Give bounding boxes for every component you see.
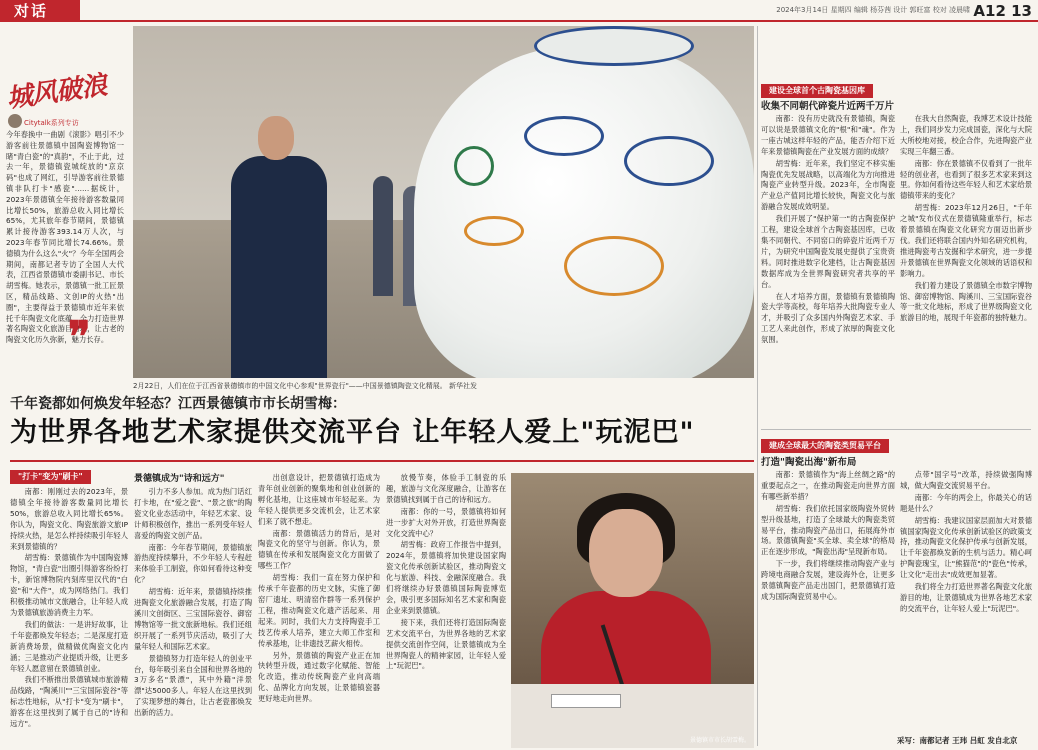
page-number: A12 13 bbox=[973, 2, 1032, 20]
headline-rule bbox=[10, 460, 754, 462]
paragraph: 出创意设计，把景德镇打造成为青年创业创新的聚集地和创业创新的孵化基地，让这座城市年轻起来。为年轻人提供更多交流机会，让艺术家们来了就不想走。 bbox=[258, 473, 380, 526]
paragraph: 引力不多人参加。成为热门话红打卡地，在"爱之瓷"、"景之旅"的陶瓷文化业态活动中，年轻艺术家、设计师积极创作，推出一系列受年轻人喜爱的陶瓷文创产品。 bbox=[134, 487, 252, 540]
main-photo-caption: 2月22日，人们在位于江西省景德镇市的中国文化中心参观"世界瓷行"——中国景德镇陶瓷文化精展。 新华社发 bbox=[133, 382, 478, 390]
section-head-shards: 收集不同朝代碎瓷片近两千万片 bbox=[761, 101, 895, 112]
paragraph: 南都：今年春节期间，景德镇旅游热度持续攀升，不少年轻人专程赶来体验手工制瓷，你如何看待这种变化？ bbox=[134, 542, 252, 585]
right-column-text-4 bbox=[900, 470, 1032, 732]
paragraph: 南都：你的一号，景德镇将如何进一步扩大对外开放，打造世界陶瓷文化交流中心？ bbox=[386, 506, 506, 538]
article-kicker: 千年瓷都如何焕发年轻态？江西景德镇市市长胡雪梅： bbox=[10, 396, 346, 412]
paragraph: 胡雪梅：近年来，景德镇持续推进陶瓷文化旅游融合发展，打造了陶溪川文创街区、三宝国际瓷谷、御窑博物馆等一批文旅新地标。我们还组织开展了一系列节庆活动，吸引了大量年轻人和国际艺术家。 bbox=[134, 587, 252, 651]
paragraph: 下一步，我们将继续推动陶瓷产业与跨境电商融合发展，建设海外仓，让更多景德镇陶瓷产品走出国门，把景德镇打造成为国际陶瓷贸易中心。 bbox=[761, 559, 895, 601]
paragraph: 胡雪梅：近年来，我们坚定不移实施陶瓷优先发展战略，以高端化为方向推进陶瓷产业转型升级。2023年，全市陶瓷产业总产值同比增长较快，陶瓷文化与旅游融合发展成效明显。 bbox=[761, 158, 895, 212]
paragraph: 南都：今年的两会上，你最关心的话题是什么？ bbox=[900, 492, 1032, 513]
section-head-ceramics-export: 打造"陶瓷出海"新布局 bbox=[761, 457, 857, 468]
column-avatar bbox=[8, 114, 22, 128]
paragraph: 南都：景德镇作为"海上丝绸之路"的重要起点之一，在推动陶瓷走向世界方面有哪些新举措？ bbox=[761, 470, 895, 501]
paragraph: 在我大自然陶瓷，我博艺术设计技能上，我们同步发力完成国瓷，深化与大院大所校地对接，校企合作，先进陶瓷产业实现三年翻三番。 bbox=[900, 114, 1032, 156]
intro-text: 今年春换中一曲剧《滚影》唱引不少游客前往景德镇中国陶瓷博物馆一睹"青白瓷"的"真韵"，不止于此，过去一年，景德镇瓷城绽放的"京京码"也成了网红，引导游客前往景德镇非队打卡"感瓷"……据统计，2023年景德镇全年接待游客数量同比增长50%，旅游总收入同比增长65%，尤其旅年春节期间，景德镇累计接待游客393.14万人次，与2023年春节同比增长74.66%。景德镇为什么这么"火"？今年全国两会期间，南都记者专访了全国人大代表，江西省景德镇市委副书记、市长胡雪梅。她表示，景德镇一批工匠景区，精品线路、文创IP的火热"出圈"，主要得益于景德镇市近年来依托千年陶瓷文化底蕴，全力打造世界著名陶瓷文化旅游目的地，让古老的陶瓷文化历久弥新，魅力长存。 bbox=[6, 130, 124, 345]
paragraph: 在人才培养方面，景德镇有景德镇陶瓷大学等高校，每年培养大批陶瓷专业人才，并吸引了众多国内外陶瓷艺术家、手工艺人来此创作，形成了浓厚的陶瓷文化氛围。 bbox=[761, 291, 895, 345]
paragraph: 另外，景德镇的陶瓷产业正在加快转型升级，通过数字化赋能、智能化改造，推动传统陶瓷产业向高端化、品牌化方向发展，让景德镇瓷器更好地走向世界。 bbox=[258, 650, 380, 704]
column-logo-text: 城风破浪 bbox=[4, 70, 109, 115]
section-head-poetry: 景德镇成为"诗和远方" bbox=[134, 474, 225, 484]
paragraph: 点带"国字号"改革，持续做强陶博城，做大陶瓷交流贸易平台。 bbox=[900, 470, 1032, 490]
column-divider bbox=[757, 26, 758, 746]
section-box-gene-bank: 建设全球首个古陶瓷基因库 bbox=[761, 84, 873, 98]
main-photo bbox=[133, 26, 754, 378]
article-column-1 bbox=[10, 487, 128, 745]
section-box-checkin: "打卡"变为"刷卡" bbox=[10, 470, 91, 484]
byline-credit: 采写：南都记者 王玮 吕虹 发自北京 bbox=[897, 736, 1018, 745]
paragraph: 南都：刚刚过去的2023年，景德镇全年接待游客数量同比增长50%，旅游总收入同比增长65%。你认为，陶瓷文化、陶瓷旅游文旅IP持续火热，是怎么样持续吸引年轻人来到景德镇的？ bbox=[10, 487, 128, 551]
paragraph: 景德镇努力打造年轻人的创业平台，每年吸引来自全国和世界各地的3万多名"景漂"，其中外籍"洋景漂"达5000多人。年轻人在这里找到了实现梦想的舞台，让古老瓷都焕发出新的活力。 bbox=[134, 653, 252, 718]
paragraph: 我们不断推出景德镇城市旅游精品线路，"陶溪川""三宝国际瓷谷"等标志性地标，从"打卡"变为"刷卡"，游客在这里找到了属于自己的"诗和远方"。 bbox=[10, 675, 128, 729]
section-tab: 对话 bbox=[0, 0, 80, 22]
paragraph: 胡雪梅：景德镇作为中国陶瓷博物馆，"青白瓷"出圈引得游客纷纷打卡，新馆博物院内刻库里汉代的"白瓷"和"大件"，成为网络热门。我们积极推动城市文旅融合，让年轻人成为景德镇旅游消费主力军。 bbox=[10, 553, 128, 617]
mayor-photo-caption: 景德镇市市长胡雪梅。 bbox=[689, 737, 750, 744]
paragraph: 放慢节奏，体验手工制瓷的乐趣，旅游与文化深度融合，让游客在景德镇找到属于自己的诗和远方。 bbox=[386, 473, 506, 504]
paragraph: 胡雪梅：政府工作报告中提到，2024年，景德镇将加快建设国家陶瓷文化传承创新试验区，推动陶瓷文化与旅游、科技、金融深度融合。我们将继续办好景德镇国际陶瓷博览会，吸引更多国际知名艺术家和陶瓷企业来到景德镇。 bbox=[386, 540, 506, 615]
paragraph: 胡雪梅：我们依托国家级陶瓷外贸转型升级基地，打造了全球最大的陶瓷类贸易平台，推动陶瓷产品出口，拓展海外市场。景德镇陶瓷"买全球、卖全球"的格局正在逐步形成，"陶瓷出海"呈现新布局。 bbox=[761, 503, 895, 557]
quote-mark-icon: ❞ bbox=[68, 312, 91, 361]
mayor-photo bbox=[511, 473, 754, 748]
paragraph: 胡雪梅：我建议国家层面加大对景德镇国家陶瓷文化传承创新试验区的政策支持，推动陶瓷文化保护传承与创新发展，让千年瓷都焕发新的生机与活力。精心呵护陶瓷瑰宝，让"熊猫范"的"瓷色"传承，让文化"走出去"成效更加显著。 bbox=[900, 515, 1032, 580]
section-divider bbox=[761, 429, 1031, 430]
paragraph: 我们的做法：一是讲好故事，让千年瓷都焕发年轻态；二是深度打造新消费场景，做精做优陶瓷文化内涵；三是推动产业提质升级，让更多年轻人愿意留在景德镇创业。 bbox=[10, 619, 128, 673]
paragraph: 南都：没有历史就没有景德镇，陶瓷可以说是景德镇文化的"根"和"魂"。作为一座古城这样年轻的产品，能否介绍下近年来景德镇陶瓷在产业发展方面的成绩？ bbox=[761, 114, 895, 156]
paragraph: 胡雪梅：2023年12月26日，"千年之城"发布仪式在景德镇隆重举行，标志着景德镇在陶瓷文化研究方面迈出新步伐。我们还将联合国内外知名研究机构，推进陶瓷考古发掘和学术研究，进一步提升景德镇在世界陶瓷文化领域的话语权和影响力。 bbox=[900, 203, 1032, 278]
section-box-trade-platform: 建成全球最大的陶瓷类贸易平台 bbox=[761, 439, 889, 453]
porcelain-vase bbox=[414, 46, 754, 378]
visitor-figure bbox=[223, 106, 333, 378]
paragraph: 胡雪梅：我们一直在努力保护和传承千年瓷都的历史文脉，实施了御窑厂遗址、明清窑作群等一系列保护工程，推动陶瓷文化遗产活起来、用起来。同时，我们大力支持陶瓷手工技艺传承人培养，建立大师工作室和传承基地，让非遗技艺薪火相传。 bbox=[258, 573, 380, 648]
paragraph: 我们将全力打造世界著名陶瓷文化旅游目的地，让景德镇成为世界各地艺术家的交流平台，让年轻人爱上"玩泥巴"。 bbox=[900, 582, 1032, 613]
right-column-text-2 bbox=[900, 114, 1032, 426]
article-headline: 为世界各地艺术家提供交流平台 让年轻人爱上"玩泥巴" bbox=[10, 417, 695, 448]
column-logo bbox=[6, 70, 126, 120]
paragraph: 我们开展了"保护第一"的古陶瓷保护工程，建设全球首个古陶瓷基因库，已收集不同朝代、不同窑口的碎瓷片近两千万片，为研究中国陶瓷发展史提供了宝贵资料。同时推进数字化建档，让古陶瓷基因数据库成为全世界陶瓷研究者共享的平台。 bbox=[761, 214, 895, 289]
right-column-text-1 bbox=[761, 114, 895, 426]
paragraph: 接下来，我们还将打造国际陶瓷艺术交流平台，为世界各地的艺术家提供交流创作空间，让景德镇成为全世界陶瓷人的精神家园，让年轻人爱上"玩泥巴"。 bbox=[386, 617, 506, 671]
article-column-2 bbox=[134, 487, 252, 745]
right-column-text-3 bbox=[761, 470, 895, 746]
top-bar bbox=[0, 0, 1038, 22]
paragraph: 南都：你在景德镇不仅看到了一批年轻的创业者，也看到了很多艺术家来到这里。你如何看待这些年轻人和艺术家给景德镇带来的变化？ bbox=[900, 158, 1032, 201]
article-column-3 bbox=[258, 473, 380, 745]
paragraph: 南都：景德镇活力的背后，是对陶瓷文化的坚守与创新。你认为，景德镇在传承和发展陶瓷文化方面做了哪些工作？ bbox=[258, 528, 380, 571]
column-series: Citytalk系列专访 bbox=[24, 119, 79, 127]
article-column-4 bbox=[386, 473, 506, 745]
paragraph: 我们着力建设了景德镇全市数字博物馆、御窑博物馆、陶溪川、三宝国际瓷谷等一批文化地标，形成了世界级陶瓷文化旅游目的地，展现千年瓷都的独特魅力。 bbox=[900, 280, 1032, 323]
masthead-info: 2024年3月14日 星期四 编辑 杨芬茜 设计 郭旺富 校对 凌晨啸 bbox=[776, 6, 970, 14]
